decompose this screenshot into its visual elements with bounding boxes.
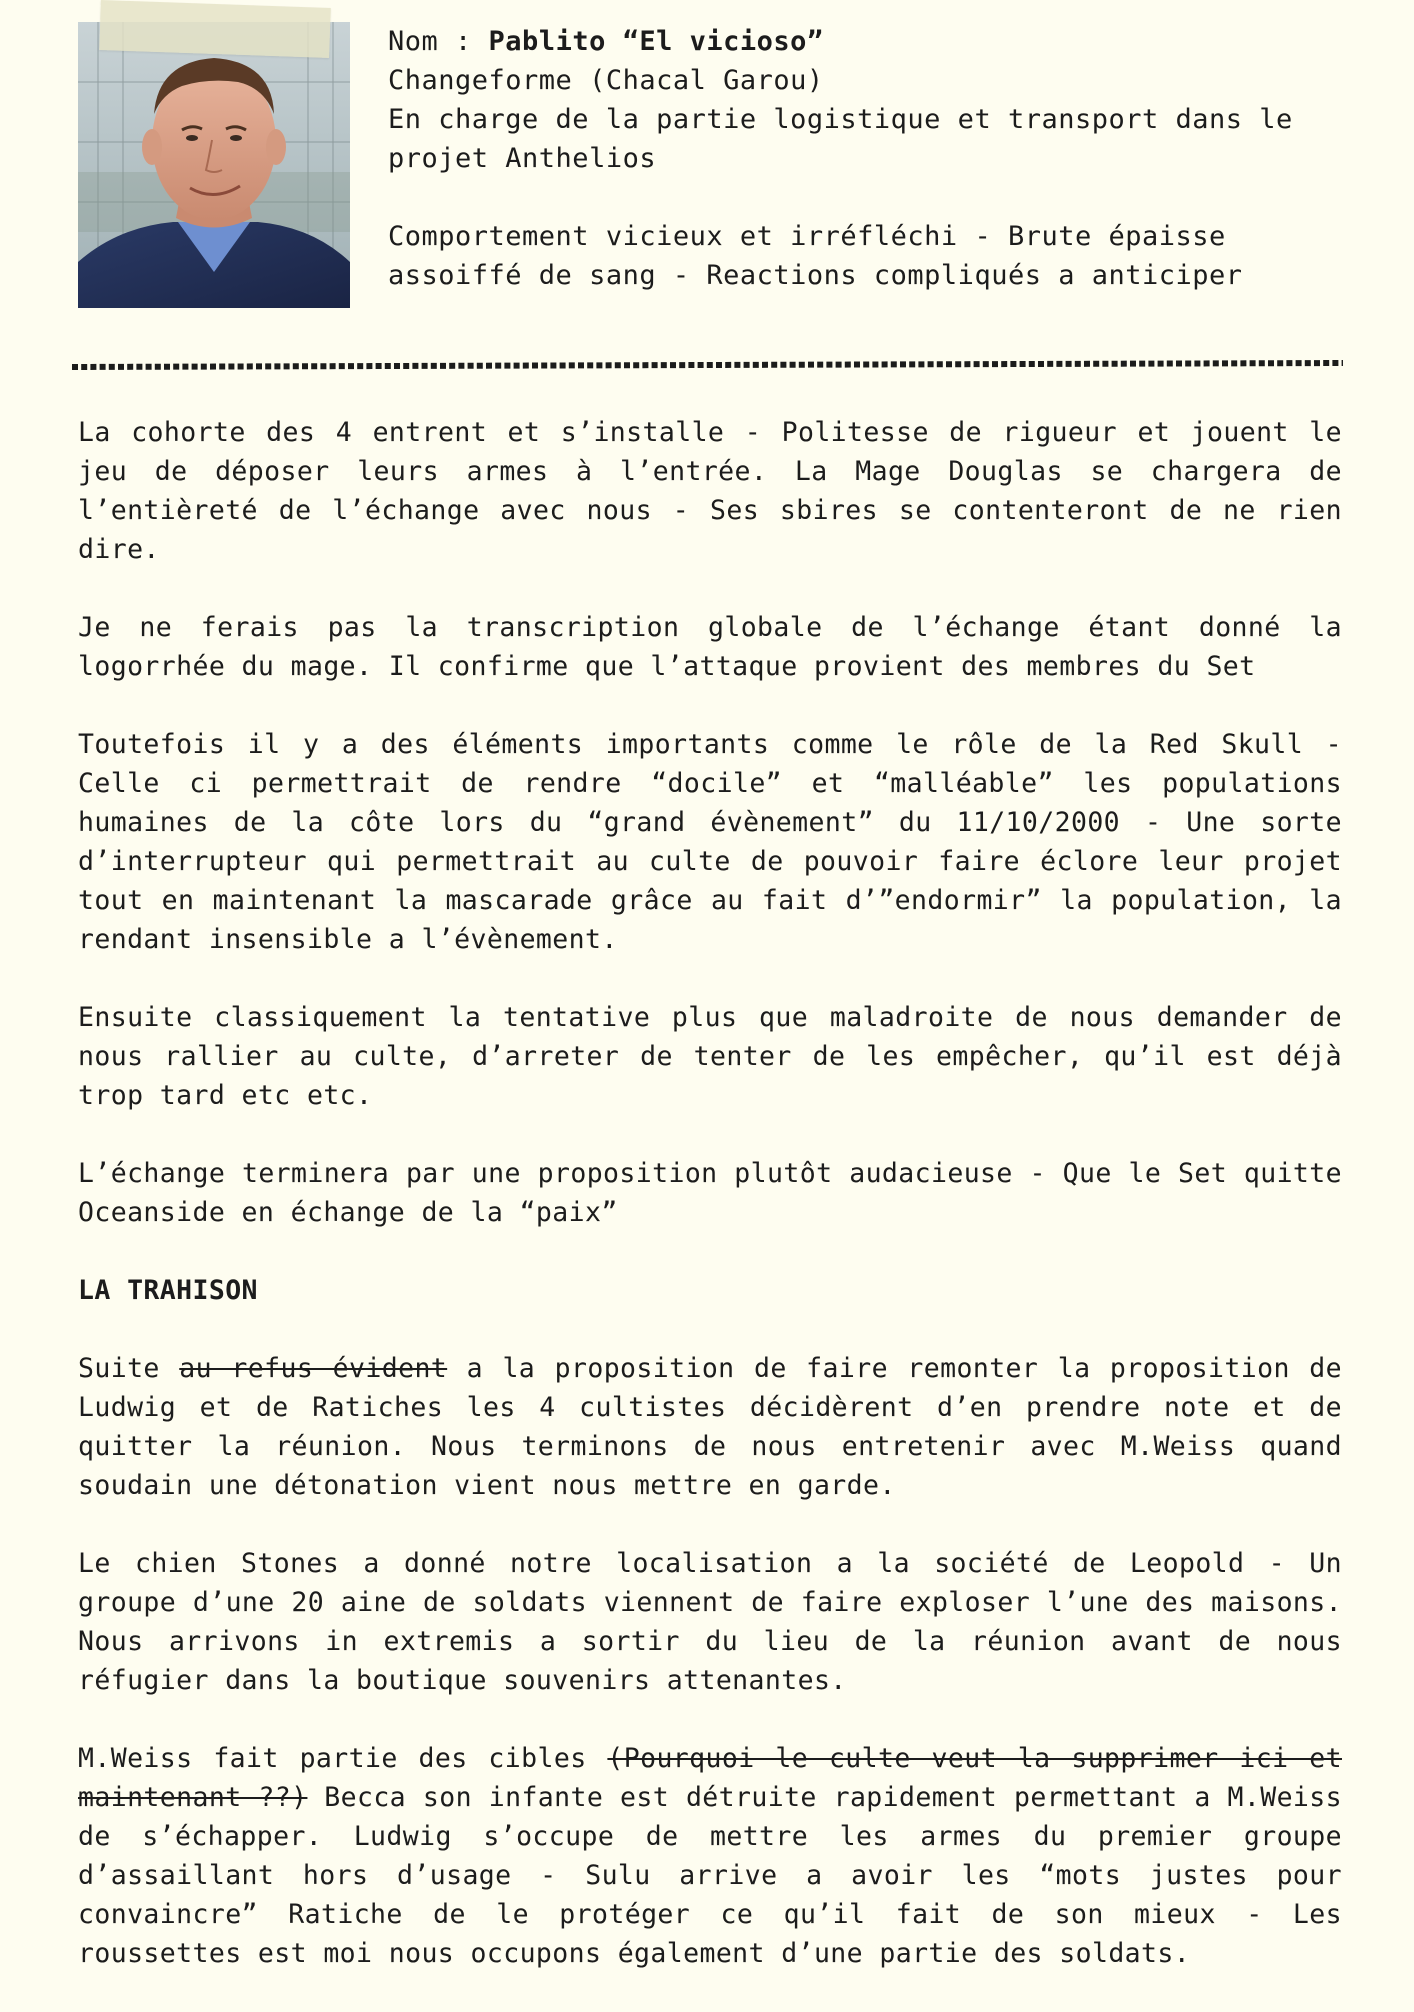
- struck-text: au refus évident: [179, 1353, 448, 1384]
- paragraph-6-start: Suite: [78, 1353, 180, 1384]
- paragraph-6-rest: a la proposition de faire remonter la proposition de Ludwig et de Ratiches les 4 cultistes décidèrent d’en prendre note et de quitter la réunion. Nous terminons de nous entretenir avec M.Weiss quand soudain une détonation vient nous mettre en garde.: [78, 1353, 1342, 1501]
- paragraph-8: [78, 1739, 1342, 1973]
- name-label: Nom :: [388, 26, 489, 57]
- paragraph-2: Je ne ferais pas la transcription globale de l’échange étant donné la logorrhée du mage. Il confirme que l’attaque provient des membres du Set: [78, 612, 1342, 682]
- paragraph-8-rest: Becca son infante est détruite rapidement permettant a M.Weiss de s’échapper. Ludwig s’occupe de mettre les armes du premier groupe d’assaillant hors d’usage - Sulu arrive a avoir les “mots justes pour convaincre” Ratiche de le protéger ce qu’il fait de son mieux - Les roussettes est moi nous occupons également d’une partie des soldats.: [78, 1782, 1342, 1969]
- paragraph-8-start: M.Weiss fait partie des cibles: [78, 1743, 608, 1774]
- character-name: Pablito “El vicioso”: [488, 26, 824, 57]
- paragraph-7: Le chien Stones a donné notre localisation a la société de Leopold - Un groupe d’une 20 aine de soldats viennent de faire exploser l’une des maisons. Nous arrivons in extremis a sortir du lieu de la réunion avant de nous réfugier dans la boutique souvenirs attenantes.: [78, 1548, 1342, 1696]
- paragraph-1: La cohorte des 4 entrent et s’installe - Politesse de rigueur et jouent le jeu de déposer leurs armes à l’entrée. La Mage Douglas se chargera de l’entièreté de l’échange avec nous - Ses sbires se contenteront de ne rien dire.: [78, 417, 1342, 565]
- character-type: Changeforme (Chacal Garou): [388, 65, 824, 96]
- tape-strip: [99, 0, 331, 58]
- character-behavior-line-2: assoiffé de sang - Reactions compliqués a anticiper: [388, 260, 1243, 291]
- dotted-divider: [70, 360, 1345, 372]
- name-line: [388, 22, 1338, 61]
- character-profile: [388, 22, 1338, 295]
- profile-spacer: [388, 178, 1338, 217]
- report-body: [78, 413, 1342, 2012]
- character-role-line-2: projet Anthelios: [388, 143, 657, 174]
- struck-question: (Pourquoi le culte veut la supprimer ici et maintenant ??): [78, 1743, 1342, 1813]
- character-role-line-1: En charge de la partie logistique et transport dans le: [388, 104, 1293, 135]
- paragraph-3: Toutefois il y a des éléments importants comme le rôle de la Red Skull - Celle ci permettrait de rendre “docile” et “malléable” les populations humaines de la côte lors du “grand évènement” du 11/10/2000 - Une sorte d’interrupteur qui permettrait au culte de pouvoir faire éclore leur projet tout en maintenant la mascarade grâce au fait d’”endormir” la population, la rendant insensible a l’évènement.: [78, 729, 1342, 955]
- character-behavior-line-1: Comportement vicieux et irréfléchi - Brute épaisse: [388, 221, 1226, 252]
- portrait-image: [78, 22, 350, 308]
- section-heading: LA TRAHISON: [78, 1275, 258, 1306]
- paragraph-6: [78, 1349, 1342, 1505]
- character-header: [78, 22, 1338, 322]
- paragraph-4: Ensuite classiquement la tentative plus que maladroite de nous demander de nous rallier au culte, d’arreter de tenter de les empêcher, qu’il est déjà trop tard etc etc.: [78, 1002, 1342, 1111]
- character-photo: [78, 22, 350, 308]
- paragraph-5: L’échange terminera par une proposition plutôt audacieuse - Que le Set quitte Oceanside en échange de la “paix”: [78, 1158, 1342, 1228]
